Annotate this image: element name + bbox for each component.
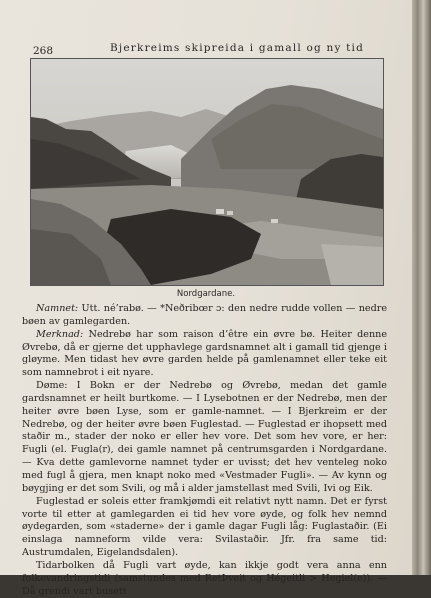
term-merknad: Merknad: xyxy=(36,328,84,340)
running-title: Bjerkreims skipreida i gamall og ny tid xyxy=(110,42,365,54)
paragraph-text: Utt. né’rabø. — *Neðribœr ɔ: den nedre rudde vollen — nedre bøen av gamlegarden. xyxy=(22,303,387,327)
paragraph-text: Nedrebø har som raison d’être ein øvre bø. Heiter denne Øvrebø, då er gjerne det upphavlege gardsnamnet alt i gamall tid gjenge i gløyme. Men tidast hev øvre garden helde på gamlenamnet eller teke eit som namnebrot i eit nyare. xyxy=(22,328,387,379)
body-text xyxy=(22,303,387,598)
term-namnet: Namnet: xyxy=(36,303,79,314)
paragraph-merknad xyxy=(22,329,387,380)
paragraph-namnet xyxy=(22,303,387,329)
page-edge xyxy=(412,0,431,575)
paragraph-tidarbolken: Tidarbolken då Fugli vart øyde, kan ikkje godt vera anna enn folkevandringstidi (samstundes med RetÞveit og Hégeitli > Hegiel(e)). — Då grendi vart busett xyxy=(22,559,387,597)
figure-caption: Nordgardane. xyxy=(176,289,236,299)
paragraph-dome: Døme: I Bokn er der Nedrebø og Øvrebø, medan det gamle gardsnamnet er heilt burtkome. — I Lysebotnen er der Nedrebø, men der heiter øvre bøen Lyse, som er gamle-namnet. — I Bjerkreim er der Nedrebø, og der heiter øvre bøen Fuglestad. — Fuglestad er ihopsett med staðir m., stader der noko er eller hev vore. Det som hev vore, er her: Fugli (el. Fugla(r), dei gamle namnet på centrumsgarden i Nordgardane. — Kva dette gamlevorne namnet tyder er uvisst; det hev venteleg noko med fugl å gjera, men knapt noko med «Vestmader Fugli». — Av kynn og bøygjing er det som Svili, og må i alder jamstellast med Svili, Ivi og Eik. xyxy=(22,380,387,494)
landscape-photo xyxy=(30,58,384,286)
paragraph-fuglestad: Fuglestad er soleis etter framkjømdi eit relativt nytt namn. Det er fyrst vorte til etter at gamlegarden ei tid hev vore øyde, og folk hev nemnd øydegarden, som «staderne» der i gamle dagar Fugli låg: Fuglastaðir. (Ei einslaga namneform vilde vera: Svilastaðir. Jfr. fra same tid: Austrumdalen, Eigelandsdalen). xyxy=(22,495,387,559)
page-number: 268 xyxy=(33,45,54,57)
